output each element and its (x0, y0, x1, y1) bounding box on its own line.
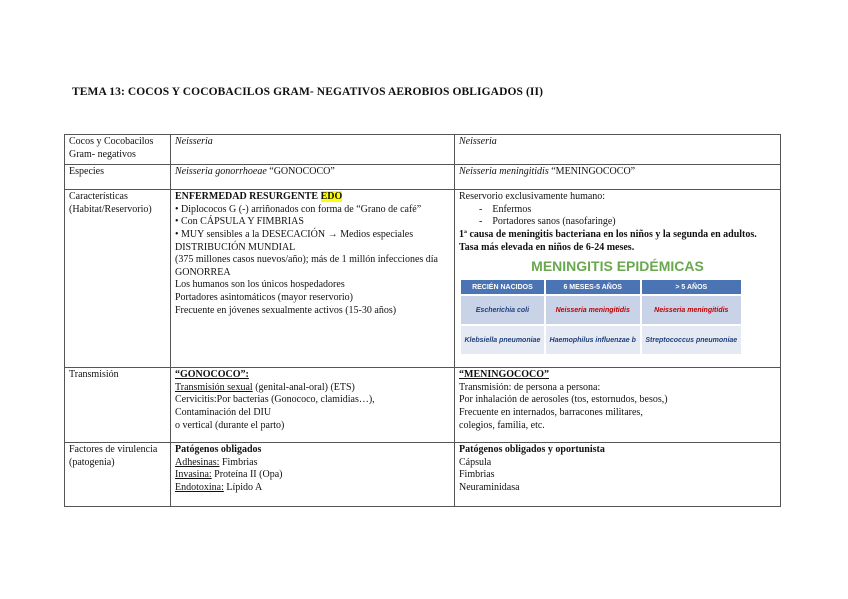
list-item: Por inhalación de aerosoles (tos, estornudos, besos,) (459, 394, 668, 406)
table-header-cell: > 5 AÑOS (642, 280, 741, 294)
list-item: • Diplococos G (-) arriñonados con forma de “Grano de café” (175, 203, 422, 215)
list-item: Fimbrias (459, 469, 495, 481)
table-row-transmision (65, 368, 781, 443)
table-row-header (65, 135, 781, 165)
factor-value: Fimbrias (219, 456, 258, 468)
cell-factores-gonococo (171, 443, 455, 507)
factor-label: Adhesinas: (175, 456, 220, 468)
list-item: • MUY sensibles a la DESECACIÓN → Medios especiales (175, 228, 414, 240)
transmission-sexual (175, 382, 450, 395)
list-item: GONORREA (175, 266, 231, 278)
table-row-factores (65, 443, 781, 507)
table-row-especies (65, 165, 781, 190)
species-name: Neisseria gonorrhoeae (175, 166, 267, 178)
table-header-cell: 6 MESES-5 AÑOS (546, 280, 640, 294)
list-item: Cápsula (459, 456, 492, 468)
cell-especie-gonococo (171, 165, 455, 190)
list-item: Frecuente en jóvenes sexualmente activos (15-30 años) (175, 304, 397, 316)
species-common-name: “GONOCOCO” (266, 166, 335, 178)
list-item: DISTRIBUCIÓN MUNDIAL (175, 241, 296, 253)
table-cell: Streptococcus pneumoniae (642, 326, 741, 354)
list-item: Frecuente en internados, barracones militares, (459, 406, 643, 418)
factor-label: Invasina: (175, 469, 212, 481)
table-cell: Haemophilus influenzae b (546, 326, 640, 354)
list-item: Los humanos son los únicos hospedadores (175, 279, 345, 291)
list-item: Neuraminidasa (459, 481, 520, 493)
factor-value: Lípido A (223, 481, 263, 493)
cell-caracteristicas-meningococo (455, 190, 781, 368)
row-label-factores: Factores de virulencia (patogenia) (65, 443, 171, 507)
table-row (461, 296, 741, 324)
transmission-sexual-label: Transmisión sexual (175, 381, 253, 393)
bullet-text: Portadores sanos (nasofaringe) (492, 216, 616, 228)
table-header-cell: RECIÉN NACIDOS (461, 280, 544, 294)
list-item: Contaminación del DIU (175, 406, 272, 418)
list-item: • Con CÁPSULA Y FIMBRIAS (175, 216, 304, 228)
virulence-heading: Patógenos obligados y oportunista (459, 444, 605, 456)
meningitis-table-title: MENINGITIS EPIDÉMICAS (531, 258, 704, 275)
table-row (461, 326, 741, 354)
table-cell: Neisseria meningitidis (546, 296, 640, 324)
table-cell: Escherichia coli (461, 296, 544, 324)
comparison-table (64, 134, 781, 507)
meningitis-cause-note: 1ª causa de meningitis bacteriana en los niños y la segunda en adultos. Tasa más elevada en niños de 6-24 meses. (459, 228, 757, 253)
document-title: TEMA 13: COCOS Y COCOBACILOS GRAM- NEGATIVOS AEROBIOS OBLIGADOS (II) (72, 86, 543, 98)
list-item: - Portadores sanos (nasofaringe) (479, 216, 616, 228)
transmission-sexual-detail: (genital-anal-oral) (ETS) (252, 381, 355, 393)
cell-genus-meningococo: Neisseria (455, 135, 781, 165)
table-row-caracteristicas (65, 190, 781, 368)
species-common-name: “MENINGOCOCO” (548, 166, 636, 178)
cell-transmision-gonococo (171, 368, 455, 443)
cell-genus-gonococo: Neisseria (171, 135, 455, 165)
cell-factores-meningococo (455, 443, 781, 507)
list-item: - Enfermos (479, 203, 532, 215)
cell-category-header: Cocos y Cocobacilos Gram- negativos (65, 135, 171, 165)
list-item (175, 482, 450, 495)
cell-especie-meningococo (455, 165, 781, 190)
meningitis-age-table (459, 278, 743, 356)
table-cell: Neisseria meningitidis (642, 296, 741, 324)
cell-transmision-meningococo (455, 368, 781, 443)
resurgent-heading (175, 191, 450, 204)
species-name: Neisseria meningitidis (459, 166, 549, 178)
list-item: Transmisión: de persona a persona: (459, 381, 601, 393)
list-item: colegios, familia, etc. (459, 419, 545, 431)
table-row (461, 280, 741, 294)
bullet-text: Enfermos (492, 203, 532, 215)
row-label-transmision: Transmisión (65, 368, 171, 443)
transmission-heading: “GONOCOCO”: (175, 369, 249, 381)
reservoir-line: Reservorio exclusivamente humano: (459, 191, 606, 203)
table-cell: Klebsiella pneumoniae (461, 326, 544, 354)
cell-caracteristicas-gonococo (171, 190, 455, 368)
resurgent-label: ENFERMEDAD RESURGENTE (175, 191, 321, 203)
factor-value: Proteína II (Opa) (211, 469, 283, 481)
list-item: (375 millones casos nuevos/año); más de 1 millón infecciones día (175, 254, 438, 266)
list-item: Cervicitis:Por bacterias (Gonococo, clamidias…), (175, 394, 375, 406)
list-item: o vertical (durante el parto) (175, 419, 285, 431)
list-item (175, 469, 450, 482)
edo-badge: EDO (320, 191, 343, 203)
row-label-especies: Especies (65, 165, 171, 190)
row-label-caracteristicas: Características (Habitat/Reservorio) (65, 190, 171, 368)
factor-label: Endotoxina: (175, 481, 224, 493)
list-item (175, 457, 450, 470)
virulence-heading: Patógenos obligados (175, 444, 262, 456)
transmission-heading: “MENINGOCOCO” (459, 369, 549, 381)
list-item: Portadores asintomáticos (mayor reservorio) (175, 291, 354, 303)
